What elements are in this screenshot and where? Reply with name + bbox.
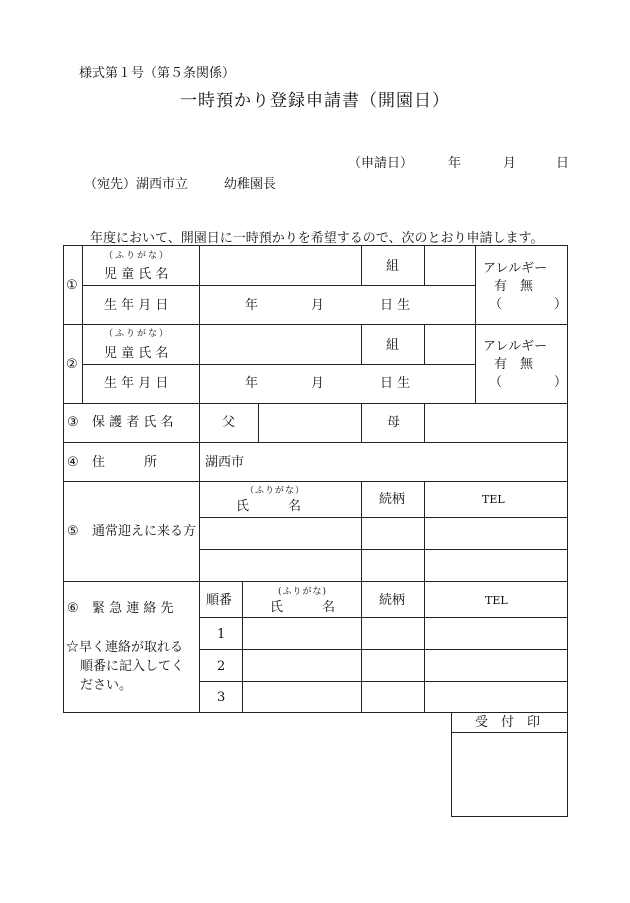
child2-dob-day: 日 生 — [380, 376, 411, 391]
emergency-order-col: 順番 — [206, 593, 233, 608]
child2-name-label: 児 童 氏 名 — [104, 346, 169, 361]
guardian-father-label: 父 — [222, 415, 236, 430]
child1-allergy-options: 有 無 — [494, 279, 534, 294]
address-number: ④ — [67, 455, 79, 470]
emergency-name-col: 氏 名 — [270, 600, 336, 615]
child1-furigana-label: （ふりがな） — [104, 251, 171, 261]
emergency-row-1: 1 — [217, 627, 226, 642]
child2-allergy-options: 有 無 — [494, 357, 534, 372]
pickup-furigana-label: （ふりがな） — [245, 486, 306, 496]
child1-dob-day: 日 生 — [380, 298, 411, 313]
guardian-label: 保 護 者 氏 名 — [92, 415, 174, 430]
child2-allergy-paren: （ ） — [489, 375, 568, 390]
apply-day-label: 日 — [556, 156, 570, 171]
emergency-number: ⑥ — [67, 601, 79, 616]
pickup-tel-col: TEL — [482, 493, 505, 506]
pickup-name-col: 氏 名 — [236, 499, 302, 514]
emergency-note-line1: ☆早く連絡が取れる — [66, 640, 184, 655]
child1-allergy-paren: （ ） — [489, 297, 568, 312]
child2-allergy-label: アレルギー — [483, 339, 548, 354]
child2-furigana-label: （ふりがな） — [104, 329, 171, 339]
guardian-number: ③ — [67, 415, 79, 430]
pickup-label: 通常迎えに来る方 — [92, 524, 197, 539]
emergency-tel-col: TEL — [485, 594, 508, 607]
address-value: 湖西市 — [205, 455, 245, 470]
emergency-row-2: 2 — [217, 659, 226, 674]
child2-dob-label: 生 年 月 日 — [104, 376, 169, 391]
apply-date-label: （申請日） — [348, 156, 414, 171]
emergency-furigana-label: (ふりがな) — [278, 587, 328, 597]
emergency-note-line2: 順番に記入してく — [80, 659, 185, 674]
child1-name-label: 児 童 氏 名 — [104, 267, 169, 282]
child1-number: ① — [66, 278, 78, 293]
child1-class-label: 組 — [386, 259, 400, 274]
child1-dob-month: 月 — [311, 298, 325, 313]
intro-statement: 年度において、開園日に一時預かりを希望するので、次のとおり申請します。 — [90, 231, 544, 246]
pickup-number: ⑤ — [67, 524, 79, 539]
emergency-note-line3: ださい。 — [80, 678, 133, 693]
emergency-relation-col: 続柄 — [379, 593, 406, 608]
reception-stamp-label: 受 付 印 — [475, 715, 541, 730]
child1-allergy-label: アレルギー — [483, 261, 548, 276]
child2-dob-month: 月 — [311, 376, 325, 391]
child1-dob-label: 生 年 月 日 — [104, 298, 169, 313]
child2-number: ② — [66, 357, 78, 372]
emergency-label: 緊 急 連 絡 先 — [92, 601, 174, 616]
guardian-mother-label: 母 — [387, 415, 401, 430]
principal-label: 幼稚園長 — [224, 177, 277, 192]
pickup-relation-col: 続柄 — [379, 492, 406, 507]
child1-dob-year: 年 — [245, 298, 259, 313]
child2-class-label: 組 — [386, 338, 400, 353]
address-label: 住 所 — [92, 455, 158, 470]
apply-year-label: 年 — [448, 156, 462, 171]
emergency-row-3: 3 — [217, 690, 226, 705]
form-number: 様式第１号（第５条関係） — [79, 66, 236, 81]
page-title: 一時預かり登録申請書（開園日） — [180, 91, 450, 111]
apply-month-label: 月 — [503, 156, 517, 171]
child2-dob-year: 年 — [245, 376, 259, 391]
addressee-label: （宛先）湖西市立 — [84, 177, 189, 192]
